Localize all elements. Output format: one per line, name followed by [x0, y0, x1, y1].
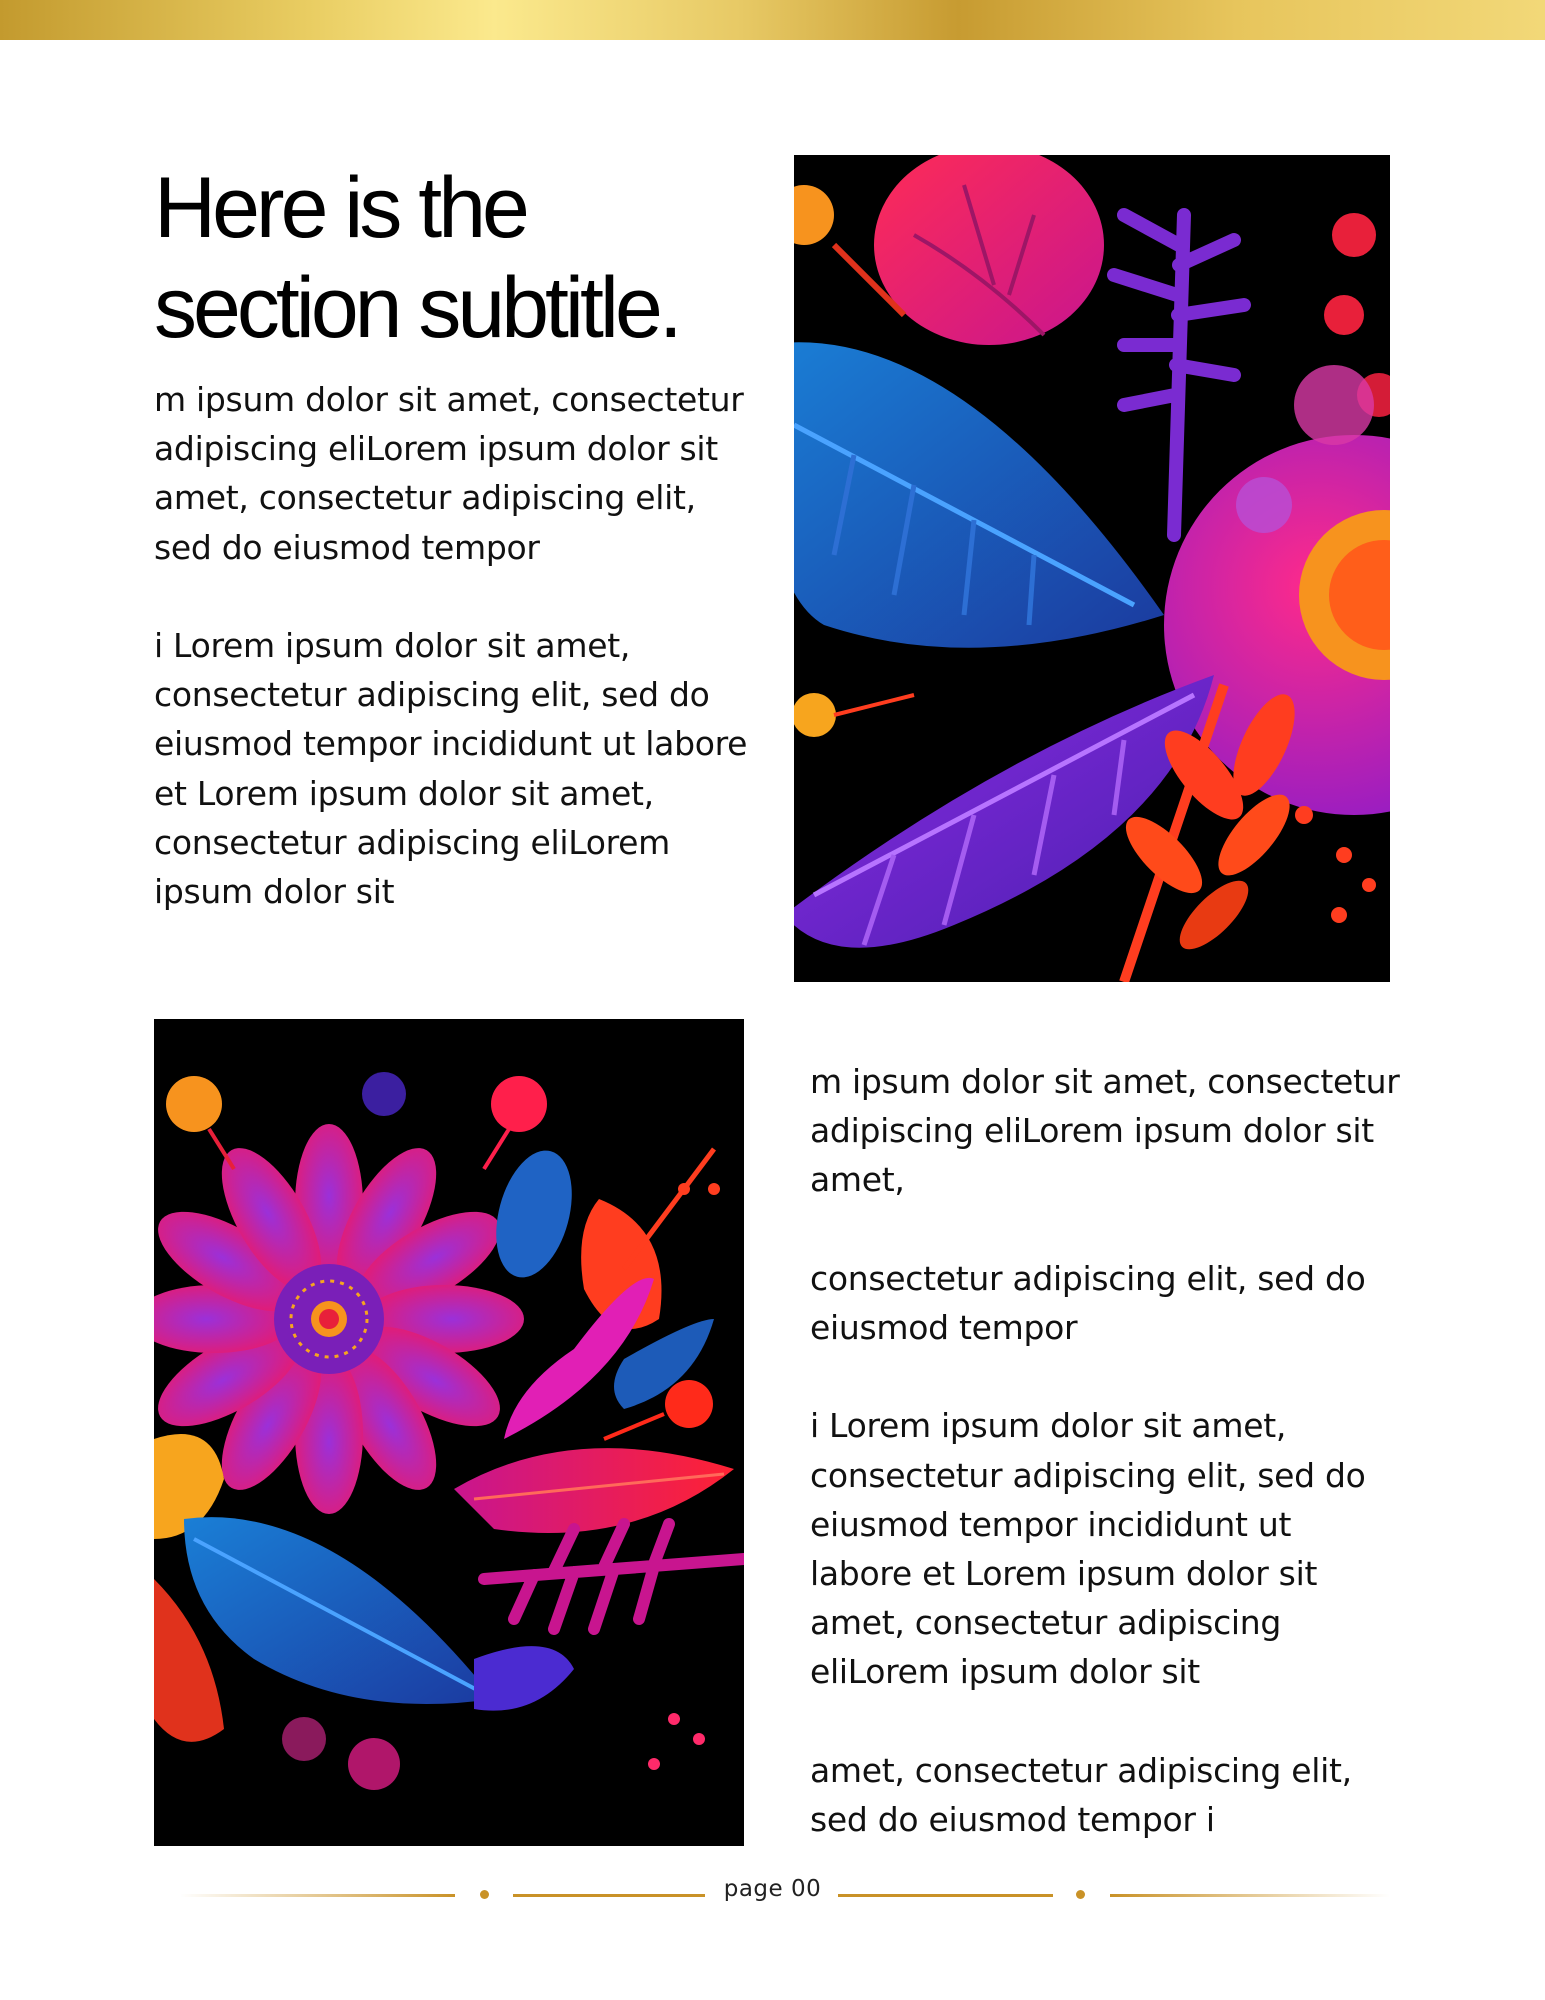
body-text-left: m ipsum dolor sit amet, consectetur adipiscing eliLorem ipsum dolor sit amet, consectetur adipiscing elit, sed do eiusmod tempor i Lorem ipsum dolor sit amet, consectetur adipiscing elit, sed do eiusmod tempor incididunt ut labore et Lorem ipsum dolor sit amet, consectetur adipiscing eliLorem ipsum dolor sit: [154, 380, 748, 912]
page-number: page 00: [723, 1876, 822, 1902]
footer-dot-left: [480, 1890, 489, 1899]
footer-line-4: [1110, 1894, 1390, 1897]
footer-dot-right: [1076, 1890, 1085, 1899]
floral-illustration-bottom: [154, 1019, 744, 1846]
footer-line-3: [838, 1894, 1053, 1897]
footer-line-2: [513, 1894, 705, 1897]
footer-line-1: [180, 1894, 455, 1897]
body-text-right: m ipsum dolor sit amet, consectetur adipiscing eliLorem ipsum dolor sit amet, consectetur adipiscing elit, sed do eiusmod tempor i Lorem ipsum dolor sit amet, consectetur adipiscing elit, sed do eiusmod tempor incididunt ut labore et Lorem ipsum dolor sit amet, consectetur adipiscing eliLorem ipsum dolor sit amet, consectetur adipiscing elit, sed do eiusmod tempor i: [810, 1062, 1400, 1840]
section-title: Here is the section subtitle.: [154, 160, 679, 356]
top-gold-bar: [0, 0, 1545, 40]
floral-illustration-top: [794, 155, 1390, 982]
page-footer: [0, 1870, 1545, 1918]
